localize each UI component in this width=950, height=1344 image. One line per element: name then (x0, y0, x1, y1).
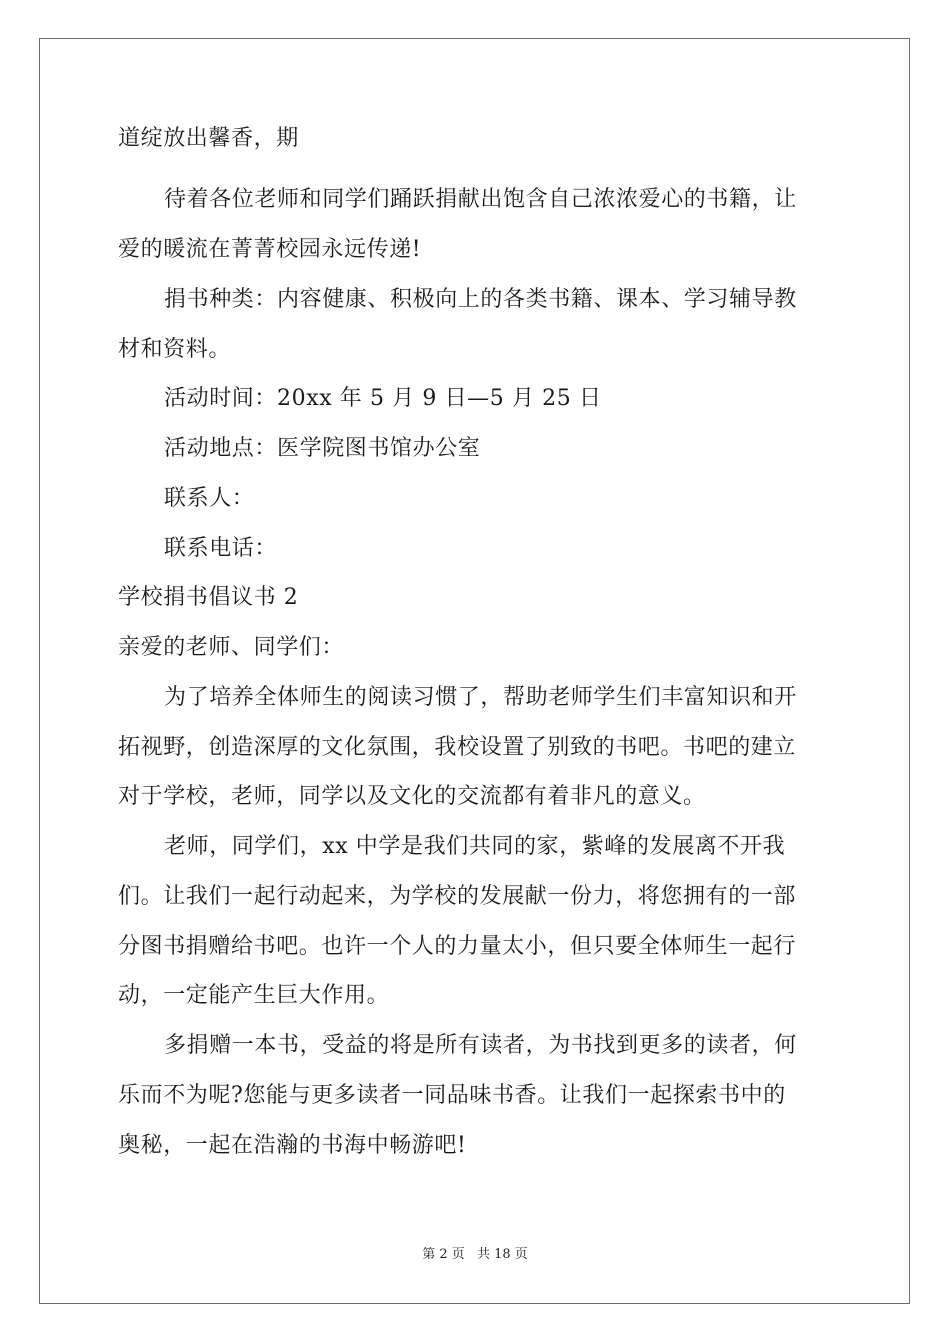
text-line: 对于学校，老师，同学以及文化的交流都有着非凡的意义。 (118, 784, 706, 809)
section-heading: 学校捐书倡议书 2 (118, 585, 299, 610)
text-line: 活动时间：20xx 年 5 月 9 日—5 月 25 日 (164, 386, 602, 411)
text-line: 联系人： (164, 486, 255, 511)
text-line: 材和资料。 (118, 337, 232, 362)
text-line: 多捐赠一本书，受益的将是所有读者，为书找到更多的读者，何 (164, 1033, 797, 1058)
text-line: 捐书种类：内容健康、积极向上的各类书籍、课本、学习辅导教 (164, 287, 797, 312)
text-line: 活动地点：医学院图书馆办公室 (164, 436, 481, 461)
text-line: 待着各位老师和同学们踊跃捐献出饱含自己浓浓爱心的书籍，让 (164, 187, 797, 212)
text-line: 爱的暖流在菁菁校园永远传递! (118, 237, 422, 262)
text-line: 拓视野，创造深厚的文化氛围，我校设置了别致的书吧。书吧的建立 (118, 735, 797, 760)
text-line: 奥秘，一起在浩瀚的书海中畅游吧! (118, 1133, 467, 1158)
text-line: 分图书捐赠给书吧。也许一个人的力量太小，但只要全体师生一起行 (118, 934, 797, 959)
salutation: 亲爱的老师、同学们： (118, 635, 345, 660)
text-line: 联系电话： (164, 536, 278, 561)
text-line: 乐而不为呢?您能与更多读者一同品味书香。让我们一起探索书中的 (118, 1083, 786, 1108)
text-line: 老师，同学们，xx 中学是我们共同的家，紫峰的发展离不开我 (164, 834, 786, 859)
page-number: 第 2 页 (422, 1247, 465, 1262)
page-footer (0, 1247, 950, 1263)
page-total: 共 18 页 (476, 1247, 528, 1262)
page-border (39, 38, 910, 1304)
text-line: 们。让我们一起行动起来，为学校的发展献一份力，将您拥有的一部 (118, 884, 797, 909)
text-line: 为了培养全体师生的阅读习惯了，帮助老师学生们丰富知识和开 (164, 685, 797, 710)
text-line: 道绽放出馨香，期 (118, 126, 299, 151)
text-line: 动，一定能产生巨大作用。 (118, 983, 390, 1008)
